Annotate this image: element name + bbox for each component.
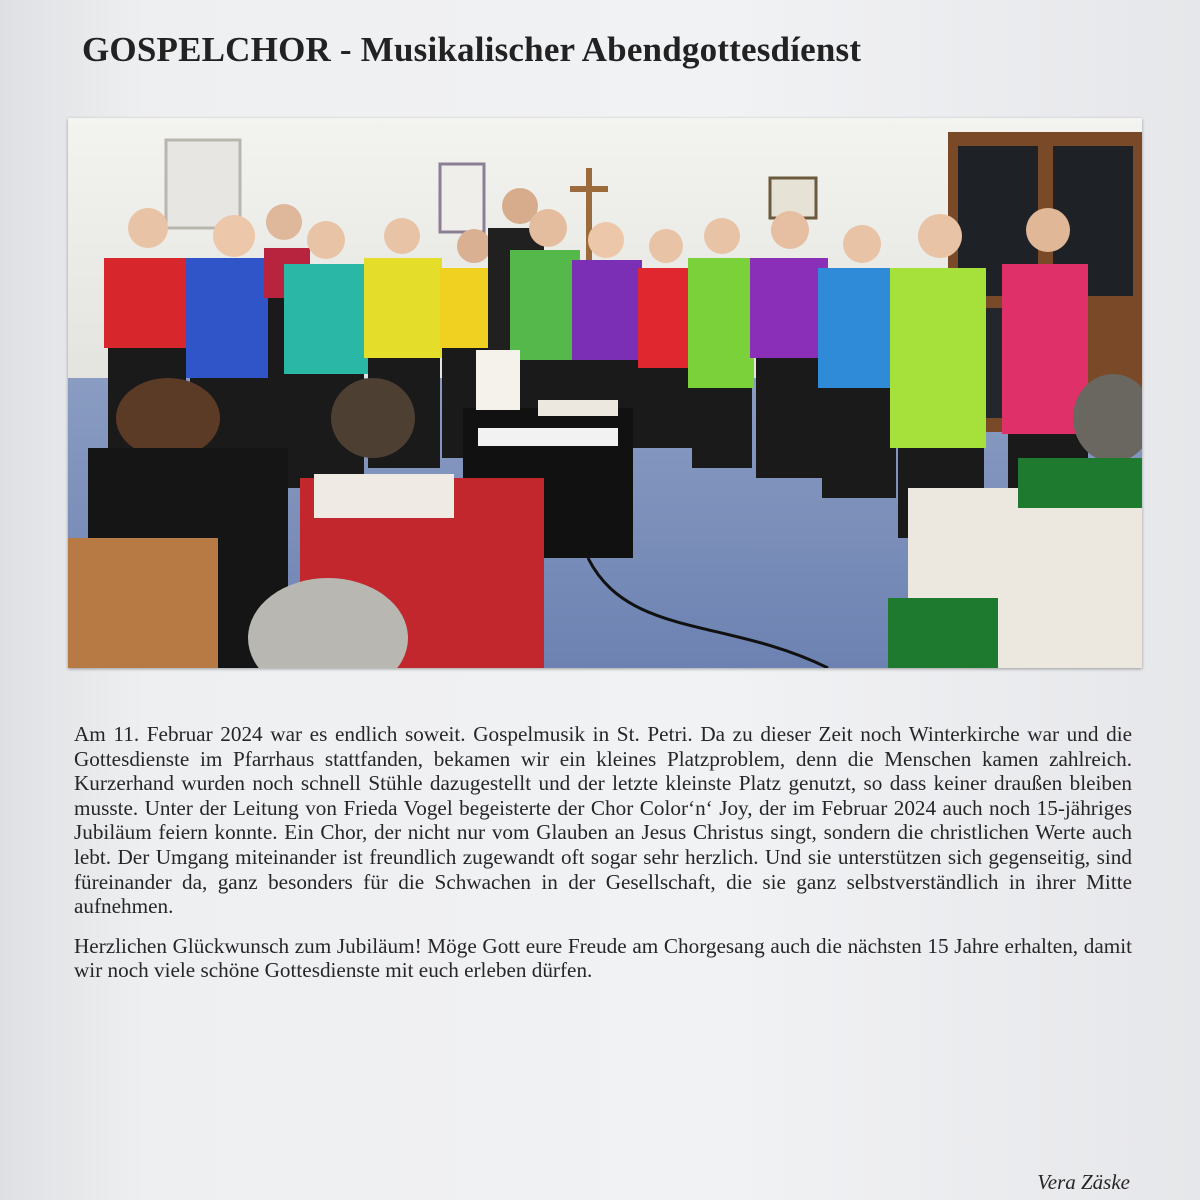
- article-paragraph: Am 11. Februar 2024 war es endlich soweit. Gospelmusik in St. Petri. Da zu dieser Zeit noch Winterkirche war und die Gottesdienste im Pfarrhaus stattfanden, bekamen wir ein kleines Platzproblem, denn die Menschen kamen zahlreich. Kurzerhand wurden noch schnell Stühle dazugestellt und der letzte kleinste Platz genutzt, so dass keiner draußen bleiben musste. Unter der Leitung von Frieda Vogel begeisterte der Chor Color‘n‘ Joy, der im Februar 2024 auch noch 15-jähriges Jubiläum feiern konnte. Ein Chor, der nicht nur vom Glauben an Jesus Christus singt, sondern die christlichen Werte auch lebt. Der Umgang miteinander ist freundlich zugewandt oft sogar sehr herzlich. Und sie unterstützen sich gegenseitig, sind füreinander da, ganz besonders für die Schwachen in der Gesellschaft, die sie ganz selbstverständlich in ihrer Mitte aufnehmen.: [74, 722, 1132, 919]
- page-title: GOSPELCHOR - Musikalischer Abendgottesdíenst: [82, 30, 862, 69]
- article-paragraph: Herzlichen Glückwunsch zum Jubiläum! Möge Gott eure Freude am Chorgesang auch die nächsten 15 Jahre erhalten, damit wir noch viele schöne Gottesdienste mit euch erleben dürfen.: [74, 933, 1132, 983]
- wall-picture: [166, 140, 240, 228]
- wall-picture: [440, 164, 484, 232]
- author-signature: Vera Zäske: [1037, 1170, 1130, 1194]
- choir-photo-illustration: [68, 118, 1142, 668]
- article-body: [74, 722, 1132, 998]
- choir-photo: [68, 118, 1142, 668]
